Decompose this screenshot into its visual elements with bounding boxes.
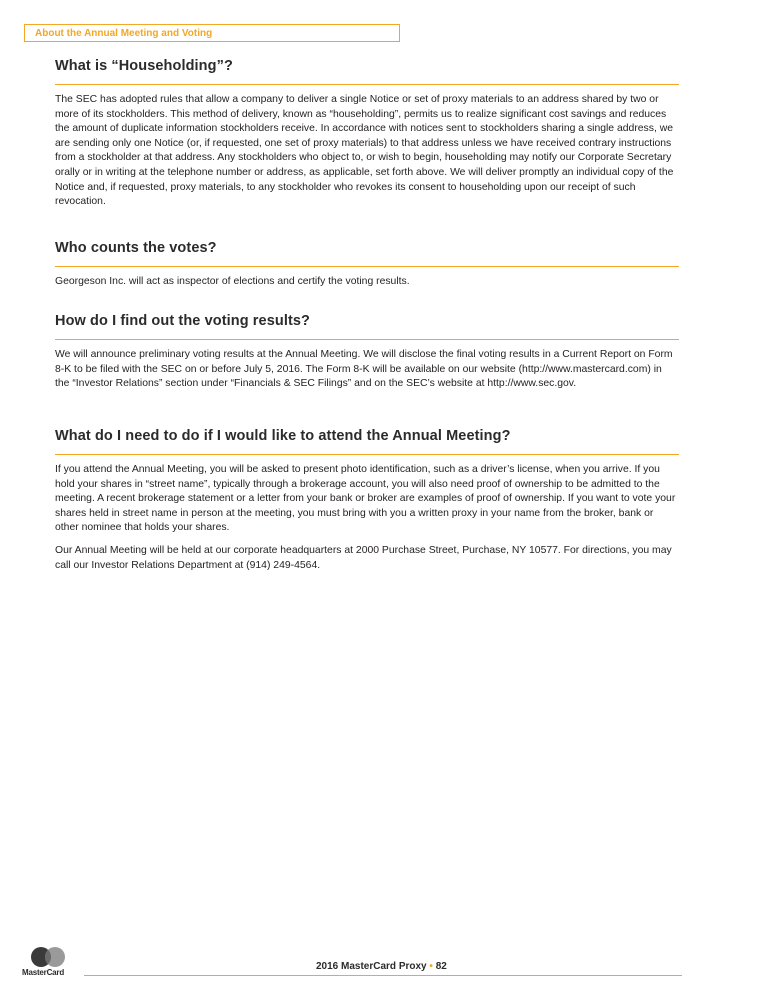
- section-attend-meeting: [55, 428, 679, 573]
- footer-doc-title: 2016 MasterCard Proxy: [316, 961, 427, 972]
- paragraph: We will announce preliminary voting results at the Annual Meeting. We will disclose the final voting results in a Current Report on Form 8-K to be filed with the SEC on or before July 5, 2016. The Form 8-K will be available on our website (http://www.mastercard.com) in the “Investor Relations” section under “Financials & SEC Filings” and on the SEC’s website at http://www.sec.gov.: [55, 349, 673, 390]
- section-heading: What do I need to do if I would like to attend the Annual Meeting?: [55, 428, 679, 455]
- section-who-counts-votes: [55, 240, 679, 290]
- footer-separator: •: [429, 961, 433, 972]
- paragraph: The SEC has adopted rules that allow a company to deliver a single Notice or set of proxy materials to an address shared by two or more of its stockholders. This method of delivery, known as “householding”, permits us to realize significant cost savings and reduces the amount of duplicate information stockholders receive. In accordance with notices sent to stockholders sharing a single address, we are sending only one Notice (or, if requested, one set of proxy materials) to that address unless we have received contrary instructions from a stockholder at that address. Any stockholders who object to, or wish to begin, householding may notify our Corporate Secretary orally or in writing at the telephone number or address, as applicable, set forth above. We will deliver promptly an individual copy of the Notice and, if requested, proxy materials, to any stockholder who revokes its consent to householding upon our receipt of such revocation.: [55, 94, 674, 208]
- footer-page-label: [316, 961, 447, 972]
- paragraph: Our Annual Meeting will be held at our corporate headquarters at 2000 Purchase Street, Purchase, NY 10577. For directions, you may call our Investor Relations Department at (914) 249-4564.: [55, 544, 672, 571]
- footer-divider: [84, 975, 682, 976]
- page-number: 82: [435, 961, 447, 972]
- section-heading: How do I find out the voting results?: [55, 313, 679, 340]
- section-heading: Who counts the votes?: [55, 240, 679, 267]
- section-tab: About the Annual Meeting and Voting: [24, 24, 400, 42]
- paragraph: If you attend the Annual Meeting, you will be asked to present photo identification, such as a driver’s license, when you arrive. If you hold your shares in “street name”, typically through a brokerage account, you will also need proof of ownership to be admitted to the meeting. A recent brokerage statement or a letter from your bank or broker are examples of proof of ownership. If you want to vote your shares held in street name in person at the meeting, you must bring with you a written proxy in your name from the broker, bank or other nominee that holds your shares.: [55, 464, 676, 534]
- section-heading: What is “Householding”?: [55, 58, 679, 85]
- section-voting-results: [55, 313, 679, 392]
- section-householding: [55, 58, 679, 210]
- logo-wordmark: MasterCard: [22, 968, 65, 977]
- paragraph: Georgeson Inc. will act as inspector of elections and certify the voting results.: [55, 276, 410, 287]
